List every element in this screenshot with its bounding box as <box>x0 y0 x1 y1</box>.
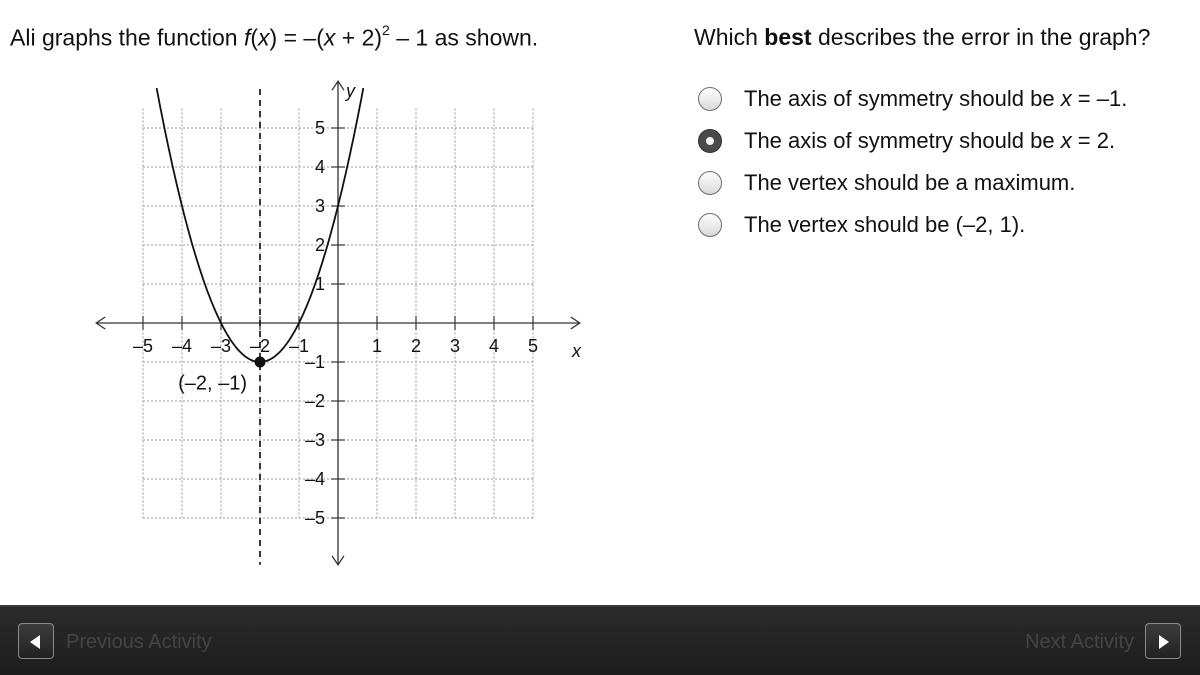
function-graph <box>90 75 595 570</box>
y-tick-label: –4 <box>304 469 325 489</box>
x-tick-label: 5 <box>527 336 539 356</box>
x-tick-label: –1 <box>288 336 310 356</box>
activity-footer <box>0 605 1200 675</box>
answer-option-3[interactable] <box>698 162 1127 204</box>
x-tick-label: 2 <box>410 336 422 356</box>
radio-button[interactable] <box>698 129 722 153</box>
x-axis-label: x <box>572 341 581 361</box>
y-tick-label: 1 <box>314 274 325 294</box>
prompt-pre: Which <box>694 24 765 50</box>
y-tick-label: –3 <box>304 430 325 450</box>
x-tick-label: 3 <box>449 336 461 356</box>
y-tick-label: –1 <box>304 352 325 372</box>
y-tick-label: 3 <box>314 196 325 216</box>
radio-button[interactable] <box>698 171 722 195</box>
question-tail: – 1 as shown. <box>389 24 539 51</box>
function-name: f <box>243 24 251 51</box>
question-intro: Ali graphs the function <box>10 24 244 51</box>
x-tick-label: –2 <box>249 336 271 356</box>
exponent: 2 <box>382 22 390 38</box>
prompt-post: describes the error in the graph? <box>811 24 1151 50</box>
next-activity-button[interactable] <box>1145 623 1181 659</box>
inner-rest: + 2) <box>335 24 383 51</box>
function-open: ( <box>250 24 259 51</box>
function-close: ) = –( <box>269 24 324 51</box>
x-tick-label: –4 <box>171 336 193 356</box>
option-label: The axis of symmetry should be x = –1. <box>744 86 1128 111</box>
prompt-bold: best <box>764 24 812 50</box>
answer-options <box>698 78 1127 246</box>
x-tick-label: –5 <box>132 336 154 356</box>
y-tick-label: 4 <box>314 157 325 177</box>
y-tick-label: –5 <box>304 508 325 528</box>
answer-option-1[interactable] <box>698 78 1127 120</box>
answer-option-4[interactable] <box>698 204 1127 246</box>
question-text <box>10 24 538 52</box>
previous-activity-label[interactable]: Previous Activity <box>66 631 212 653</box>
inner-var: x <box>323 24 336 51</box>
function-var: x <box>258 24 270 51</box>
graph-axes <box>96 81 580 565</box>
y-tick-label: 2 <box>314 235 325 255</box>
prompt-text <box>694 24 1150 51</box>
arrow-right-icon <box>1159 635 1169 649</box>
y-tick-label: –2 <box>304 391 325 411</box>
x-tick-label: –3 <box>210 336 232 356</box>
option-label: The axis of symmetry should be x = 2. <box>744 128 1116 153</box>
next-activity-label[interactable]: Next Activity <box>1025 631 1134 653</box>
radio-button[interactable] <box>698 213 722 237</box>
radio-button[interactable] <box>698 87 722 111</box>
y-tick-label: 5 <box>314 118 325 138</box>
x-tick-label: 1 <box>371 336 383 356</box>
vertex-point <box>255 357 266 368</box>
previous-activity-button[interactable] <box>18 623 54 659</box>
answer-option-2[interactable] <box>698 120 1127 162</box>
arrow-left-icon <box>30 635 40 649</box>
y-axis-label: y <box>346 80 355 101</box>
option-label: The vertex should be a maximum. <box>744 170 1076 195</box>
x-tick-label: 4 <box>488 336 500 356</box>
vertex-label: (–2, –1) <box>178 372 248 395</box>
option-label: The vertex should be (–2, 1). <box>744 212 1026 237</box>
